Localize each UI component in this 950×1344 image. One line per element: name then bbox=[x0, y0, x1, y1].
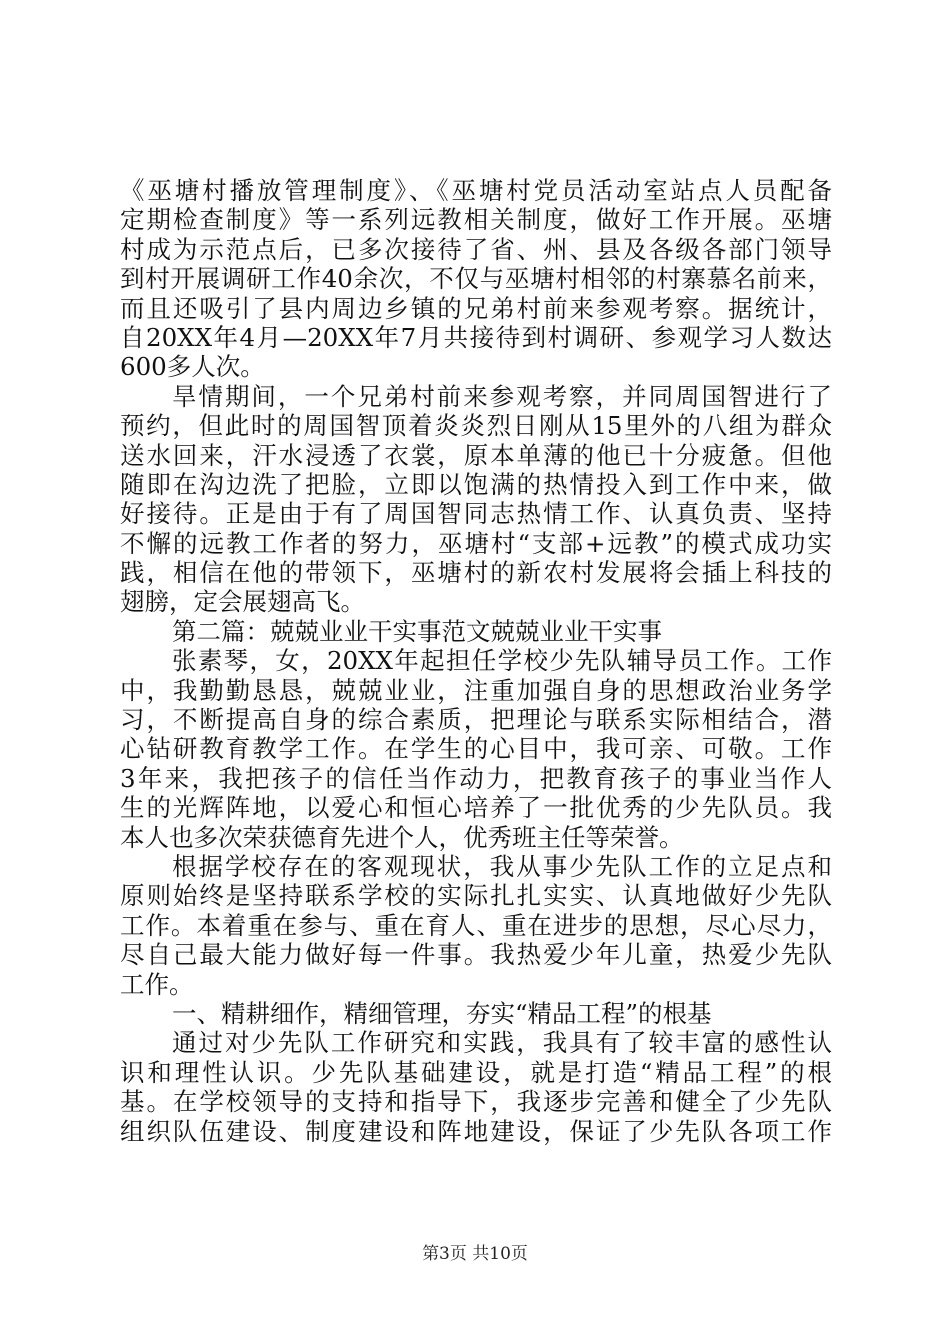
text-line: 600多人次。 bbox=[120, 352, 265, 382]
text-line: 识和理性认识。少先队基础建设，就是打造“精品工程”的根 bbox=[120, 1057, 832, 1087]
text-line: 习，不断提高自身的综合素质，把理论与联系实际相结合，潜 bbox=[120, 705, 832, 735]
text-line: 翅膀，定会展翅高飞。 bbox=[120, 587, 365, 617]
section-heading: 第二篇：兢兢业业干实事范文兢兢业业干实事 bbox=[172, 616, 662, 646]
text-line: 《巫塘村播放管理制度》、《巫塘村党员活动室站点人员配备 bbox=[120, 176, 832, 205]
text-line: 到村开展调研工作40余次，不仅与巫塘村相邻的村寨慕名前来， bbox=[120, 264, 832, 294]
text-line: 预约，但此时的周国智顶着炎炎烈日刚从15里外的八组为群众 bbox=[120, 411, 832, 441]
text-line: 组织队伍建设、制度建设和阵地建设，保证了少先队各项工作 bbox=[120, 1116, 832, 1146]
text-line: 3年来，我把孩子的信任当作动力，把教育孩子的事业当作人 bbox=[120, 763, 832, 793]
text-line: 通过对少先队工作研究和实践，我具有了较丰富的感性认 bbox=[172, 1028, 832, 1058]
subsection-heading: 一、精耕细作，精细管理，夯实“精品工程”的根基 bbox=[172, 998, 712, 1028]
text-line: 不懈的远教工作者的努力，巫塘村“支部+远教”的模式成功实 bbox=[120, 528, 832, 558]
text-line: 原则始终是坚持联系学校的实际扎扎实实、认真地做好少先队 bbox=[120, 881, 832, 911]
page-number-footer: 第3页 共10页 bbox=[422, 1244, 528, 1264]
text-line: 本人也多次荣获德育先进个人，优秀班主任等荣誉。 bbox=[120, 822, 684, 852]
text-line: 工作。 bbox=[120, 969, 194, 999]
text-line: 工作。本着重在参与、重在育人、重在进步的思想，尽心尽力， bbox=[120, 910, 832, 940]
text-line: 生的光辉阵地，以爱心和恒心培养了一批优秀的少先队员。我 bbox=[120, 793, 832, 823]
text-line: 而且还吸引了县内周边乡镇的兄弟村前来参观考察。据统计， bbox=[120, 293, 832, 323]
text-line: 好接待。正是由于有了周国智同志热情工作、认真负责、坚持 bbox=[120, 499, 832, 529]
text-line: 旱情期间，一个兄弟村前来参观考察，并同周国智进行了 bbox=[172, 381, 832, 411]
text-line: 送水回来，汗水浸透了衣裳，原本单薄的他已十分疲惫。但他 bbox=[120, 440, 832, 470]
text-line: 根据学校存在的客观现状，我从事少先队工作的立足点和 bbox=[172, 851, 832, 881]
text-line: 定期检查制度》等一系列远教相关制度，做好工作开展。巫塘 bbox=[120, 205, 832, 235]
text-line: 基。在学校领导的支持和指导下，我逐步完善和健全了少先队 bbox=[120, 1087, 832, 1117]
text-line: 践，相信在他的带领下，巫塘村的新农村发展将会插上科技的 bbox=[120, 558, 832, 588]
text-line: 随即在沟边洗了把脸，立即以饱满的热情投入到工作中来，做 bbox=[120, 469, 832, 499]
text-line: 村成为示范点后，已多次接待了省、州、县及各级各部门领导 bbox=[120, 234, 832, 264]
text-line: 心钻研教育教学工作。在学生的心目中，我可亲、可敬。工作 bbox=[120, 734, 832, 764]
document-body bbox=[120, 176, 832, 1146]
text-line: 自20XX年4月—20XX年7月共接待到村调研、参观学习人数达 bbox=[120, 322, 832, 352]
text-line: 中，我勤勤恳恳，兢兢业业，注重加强自身的思想政治业务学 bbox=[120, 675, 832, 705]
text-line: 尽自己最大能力做好每一件事。我热爱少年儿童，热爱少先队 bbox=[120, 940, 832, 970]
text-line: 张素琴，女，20XX年起担任学校少先队辅导员工作。工作 bbox=[172, 646, 832, 676]
